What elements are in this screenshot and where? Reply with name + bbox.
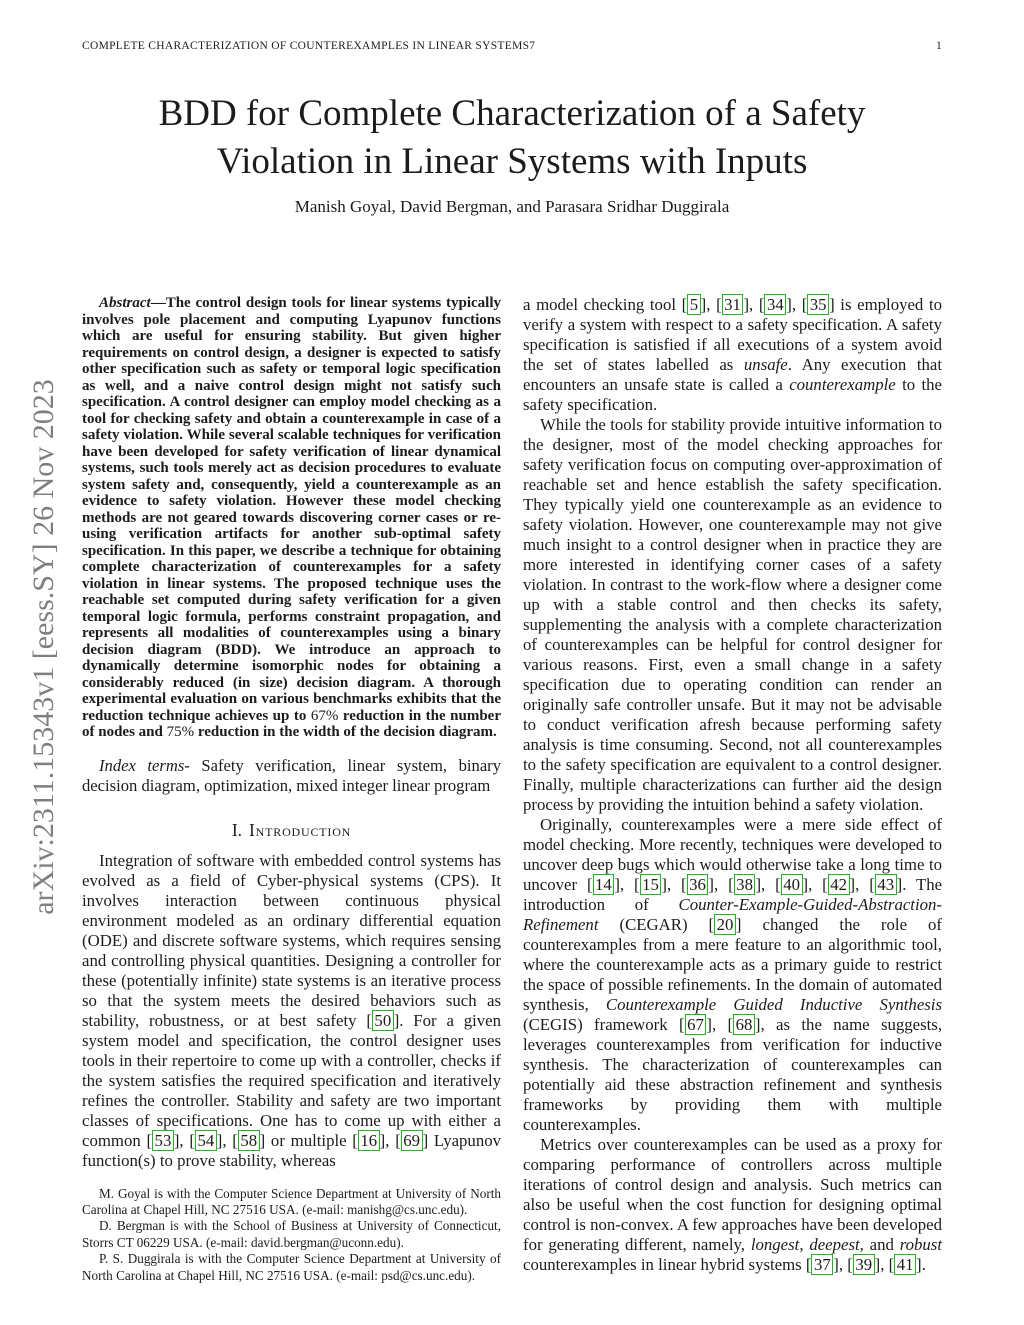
citation-link[interactable]: 39 [853, 1254, 875, 1275]
footnote-duggirala: P. S. Duggirala is with the Computer Science Department at University of North Carolina at Chapel Hill, NC 27516 USA. (e-mail: psd@cs.unc.edu). [82, 1251, 501, 1283]
footnote-goyal: M. Goyal is with the Computer Science Department at University of North Carolina at Chapel Hill, NC 27516 USA. (e-mail: manishg@cs.unc.edu). [82, 1185, 501, 1217]
math-text: 75% [166, 724, 195, 740]
citation-link[interactable]: 69 [401, 1130, 423, 1151]
citation-link[interactable]: 31 [722, 294, 744, 315]
math-text: 67% [310, 707, 339, 724]
paper-title-line-1: BDD for Complete Characterization of a Safety [158, 93, 866, 134]
citation-link[interactable]: 14 [593, 874, 615, 895]
right-paragraph-4: Metrics over counterexamples can be used as a proxy for comparing performance of controllers across multiple iterations of control design and analysis. Such metrics can also be useful when the cost function for designing optimal control is non-convex. A few approaches have been developed for generating different, namely, longest, deepest, and robust counterexamples in linear hybrid systems [ 37 ], [ 39 ], [ 41 ]. [523, 1135, 942, 1274]
citation-link[interactable]: 43 [875, 874, 897, 895]
citation-link[interactable]: 38 [734, 874, 756, 895]
italic-text: deepest [809, 1235, 860, 1254]
italic-text: unsafe [743, 355, 788, 374]
citation-link[interactable]: 67 [685, 1014, 707, 1035]
section-heading-introduction [82, 820, 501, 841]
running-header [82, 40, 942, 52]
section-title: Introduction [249, 819, 352, 840]
citation-link[interactable]: 40 [781, 874, 803, 895]
citation-link[interactable]: 54 [195, 1130, 217, 1151]
citation-link[interactable]: 42 [828, 874, 850, 895]
citation-link[interactable]: 68 [733, 1014, 755, 1035]
italic-text: robust [899, 1235, 942, 1254]
authors-line: Manish Goyal, David Bergman, and Parasara Sridhar Duggirala [294, 197, 730, 216]
abstract-paragraph: Abstract—The control design tools for linear systems typically involves pole placement and computing Lyapunov functions which are useful for ensuring stability. But given higher requirements on control design, a designer is expected to satisfy other specification such as safety or temporal logic specification as well, and a naive control design might not satisfy such specification. A control designer can employ model checking as a tool for checking safety and obtain a counterexample in case of a safety violation. While several scalable techniques for verification have been developed for safety verification of linear dynamical systems, such tools merely act as decision procedures to evaluate system safety and, consequently, yield a counterexample as an evidence to safety violation. However these model checking methods are not geared towards discovering corner cases or re-using verification artifacts for another sub-optimal safety specification. In this paper, we describe a technique for obtaining complete characterization of counterexamples for a safety violation in linear systems. The proposed technique uses the reachable set computed during safety verification for a given temporal logic formula, performs constraint propagation, and represents all modalities of counterexamples using a binary decision diagram (BDD). We introduce an approach to dynamically determine isomorphic nodes for obtaining a considerably reduced (in size) decision diagram. A thorough experimental evaluation on various benchmarks exhibits that the reduction technique achieves up to 67% reduction in the number of nodes and 75% reduction in the width of the decision diagram. [82, 295, 501, 740]
right-paragraph-2: While the tools for stability provide intuitive information to the designer, most of the model checking approaches for safety verification focus on computing over-approximation of reachable set and hence establish the safety specification. They typically yield one counterexample as an evidence to safety violation. However, one counterexample may not give much insight to a control designer when in practice they are more interested in identifying corner cases of a safety violation. In contrast to the work-flow where a designer come up with a stable control and then checks its safety, supplementing the analysis with a complete characterization of counterexamples can be helpful for control designer for various reasons. First, even a small change in a safety specification due to operating condition can render an originally safe controller unsafe. But it may not be advisable to conduct verification afresh because performing safety analysis is time consuming. Second, not all counterexamples to the safety specification are equivalent to a control designer. Finally, multiple characterizations can further aid the design process by providing the intuition behind a safety violation. [523, 415, 942, 814]
intro-paragraph-1: Integration of software with embedded control systems has evolved as a field of Cyber-physical systems (CPS). It involves interaction between continuous physical environment modeled as an ordinary differential equation (ODE) and discrete software systems, which requires sensing and controlling physical quantities. Designing a controller for these (potentially infinite) state systems is an iterative process so that the system meets the desired behaviors such as stability, robustness, or at best safety [ 50 ]. For a given system model and specification, the control designer uses tools in their repertoire to come up with a controller, checks if the system satisfies the required specification and iteratively refines the controller. Stability and safety are two important classes of specifications. One has to come up with either a common [ 53 ], [ 54 ], [ 58 ] or multiple [ 16 ], [ 69 ] Lyapunov function(s) to prove stability, whereas [82, 850, 501, 1170]
section-number: I. [231, 819, 243, 840]
italic-text: Index terms- [99, 755, 190, 775]
right-paragraph-1: a model checking tool [ 5 ], [ 31 ], [ 34 ], [ 35 ] is employed to verify a system with respect to a safety specification. A safety specification is satisfied if all executions of a system avoid the set of states labelled as unsafe. Any execution that encounters an unsafe state is called a counterexample to the safety specification. [523, 295, 943, 414]
citation-link[interactable]: 58 [238, 1130, 260, 1151]
citation-link[interactable]: 37 [811, 1254, 833, 1275]
citation-link[interactable]: 41 [894, 1254, 916, 1275]
italic-text: counterexample [789, 375, 896, 394]
author-footnotes [82, 1186, 501, 1284]
citation-link[interactable]: 34 [764, 294, 786, 315]
citation-link[interactable]: 35 [807, 294, 829, 315]
citation-link[interactable]: 50 [372, 1010, 394, 1031]
left-column [82, 295, 501, 1284]
italic-text: Counterexample Guided Inductive Synthesis [605, 995, 942, 1014]
paper-title-line-2: Violation in Linear Systems with Inputs [216, 141, 808, 182]
citation-link[interactable]: 36 [687, 874, 709, 895]
citation-link[interactable]: 20 [714, 914, 736, 935]
citation-link[interactable]: 15 [640, 874, 662, 895]
footnote-bergman: D. Bergman is with the School of Business at University of Connecticut, Storrs CT 06229 USA. (e-mail: david.bergman@uconn.edu). [82, 1218, 501, 1250]
citation-link[interactable]: 53 [152, 1130, 174, 1151]
running-header-title: COMPLETE CHARACTERIZATION OF COUNTEREXAMPLES IN LINEAR SYSTEMS7 [82, 40, 536, 52]
arxiv-watermark: arXiv:2311.15343v1 [eess.SY] 26 Nov 2023 [27, 379, 60, 915]
two-column-body [82, 295, 942, 1284]
right-column [523, 295, 942, 1284]
italic-text: Counter-Example-Guided-Abstraction-Refinement [523, 895, 942, 934]
index-terms-paragraph: Index terms- Safety verification, linear system, binary decision diagram, optimization, mixed integer linear program [82, 755, 502, 795]
citation-link[interactable]: 5 [687, 294, 700, 315]
right-paragraph-3: Originally, counterexamples were a mere side effect of model checking. More recently, techniques were developed to uncover deep bugs which would otherwise take a long time to uncover [ 14 ], [ 15 ], [ 36 ], [ 38 ], [ 40 ], [ 42 ], [ 43 ]. The introduction of Counter-Example-Guided-Abstraction-Refinement (CEGAR) [ 20 ] changed the role of counterexamples from a mere feature to an algorithmic tool, where the counterexample acts as a primary guide to restrict the space of possible refinements. In the domain of automated synthesis, Counterexample Guided Inductive Synthesis (CEGIS) framework [ 67 ], [ 68 ], as the name suggests, leverages counterexamples from verification for inductive synthesis. The characterization of counterexamples can potentially aid these abstraction refinement and synthesis frameworks by providing them with multiple counterexamples. [523, 815, 943, 1134]
page-number: 1 [935, 40, 942, 52]
paper-title [100, 90, 924, 186]
italic-text: longest [750, 1235, 800, 1254]
citation-link[interactable]: 16 [358, 1130, 380, 1151]
abstract-label: Abstract [99, 295, 151, 311]
